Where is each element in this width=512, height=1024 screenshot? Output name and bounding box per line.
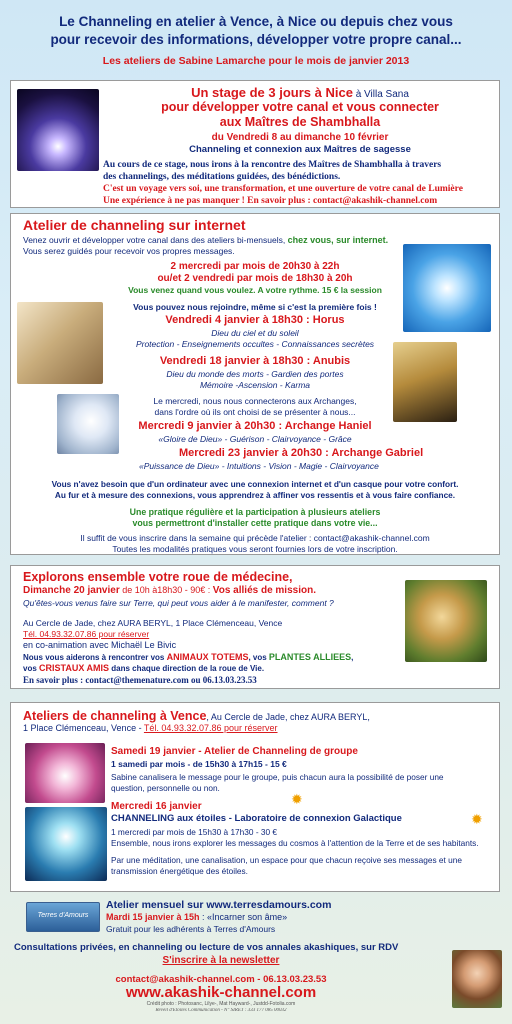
star-icon: ✹ [291,791,303,807]
internet-need2: Au fur et à mesure des connexions, vous apprendrez à affiner vos ressentis et à vous faire confiance. [54,490,456,500]
internet-intro1-highlight: chez vous, sur internet. [287,235,389,245]
medecine-section [10,565,500,689]
footer-site-link[interactable]: www.akashik-channel.com [125,984,317,1001]
vence-address: 1 Place Clémenceau, Vence - [23,723,144,733]
vence-flower-image [25,743,105,803]
header-title-line2: pour recevoir des informations, développer votre propre canal... [50,32,462,47]
medecine-question: Qu'êtes-vous venus faire sur Terre, qui peut vous aider à le manifester, comment ? [23,598,334,608]
footer-consultations: Consultations privées, en channeling ou lecture de vos annales akashiques, sur RDV [14,942,399,953]
medecine-totems-sep: , vos [248,653,269,662]
medecine-totems-intro: Nous vous aiderons à rencontrer vos [23,653,167,662]
internet-intro1: Venez ouvrir et développer votre canal dans des ateliers bi-mensuels, [23,235,288,245]
footer-credits: Crédit photo : Photosanc, Lilye-, Mat Hayward-, Justdd-Fotolia.com [146,1001,296,1007]
stage-sub: Channeling et connexion aux Maîtres de sagesse [189,144,411,155]
internet-register-line[interactable]: Il suffit de vous inscrire dans la semaine qui précède l'atelier : contact@akashik-channel.com [80,533,430,543]
vence-heading: Ateliers de channeling à Vence [23,709,207,723]
internet-sched3: Vous venez quand vous voulez. A votre rythme. 15 € la session [128,285,382,295]
medecine-topic: Vos alliés de mission. [212,585,316,596]
event-anubis-line1: Dieu du monde des morts - Gardien des portes [166,369,344,379]
footer-legal: Reveil d'Etoiles Communication - N° SIRET : 333 177 085 00032 [155,1008,287,1013]
internet-sched1: 2 mercredi par mois de 20h30 à 22h [170,261,340,272]
vence-galactic-image [25,807,107,881]
stage-para1: Au cours de ce stage, nous irons à la rencontre des Maîtres de Shambhalla à travers [103,160,442,170]
medecine-more-info[interactable]: En savoir plus : contact@themenature.com ou 06.13.03.23.53 [23,675,257,685]
medecine-tel-link[interactable]: Tél. 04.93.32.07.86 pour réserver [23,629,150,639]
vence-s2-desc1: Ensemble, nous irons explorer les messages du cosmos à l'attention de la Terre et de ses habitants. [111,838,479,848]
header-subtitle: Les ateliers de Sabine Lamarche pour le mois de janvier 2013 [102,55,410,67]
vence-s2-desc2: Par une méditation, une canalisation, un espace pour que chacun reçoive ses messages et une [111,855,462,865]
internet-arch1: Le mercredi, nous nous connecterons aux Archanges, [153,396,357,406]
terres-logo[interactable] [26,902,100,932]
vence-s2-title: Mercredi 16 janvier [111,801,202,812]
event-anubis-line2: Mémoire -Ascension - Karma [199,380,311,390]
vence-s2-desc3: transmission énergétique des étoiles. [111,866,248,876]
vence-tel-link[interactable]: Tél. 04.93.32.07.86 pour réserver [143,723,278,733]
stage-heading: Un stage de 3 jours à Nice [191,85,353,100]
event-horus-title: Vendredi 4 janvier à 18h30 : Horus [165,314,345,326]
event-haniel-line1: «Gloire de Dieu» - Guérison - Clairvoyance - Grâce [158,434,352,444]
medecine-heading: Explorons ensemble votre roue de médecine, [23,570,293,584]
vence-s1-desc2: question, personnelle ou non. [111,783,220,793]
medecine-crystals-intro: vos [23,664,40,673]
internet-prac2: vous permettront d'installer cette pratique dans votre vie... [132,518,378,528]
medecine-plants-sep: , [351,653,354,662]
medecine-date: Dimanche 20 janvier [23,585,120,596]
medecine-time-price: de 10h à18h30 - 90€ : [119,585,213,595]
internet-join: Vous pouvez nous rejoindre, même si c'est la première fois ! [133,302,377,312]
vence-heading-place: , Au Cercle de Jade, chez AURA BERYL, [206,712,370,722]
event-anubis-title: Vendredi 18 janvier à 18h30 : Anubis [159,355,351,367]
internet-need1: Vous n'avez besoin que d'un ordinateur avec une connexion internet et d'un casque pour votre confort. [51,479,459,489]
terres-heading[interactable]: Atelier mensuel sur www.terresdamours.com [106,899,332,911]
event-gabriel-title: Mercredi 23 janvier à 20h30 : Archange Gabriel [179,447,424,459]
vence-s1-title: Samedi 19 janvier - Atelier de Channeling de groupe [111,746,358,757]
stage-para2: des channelings, des méditations guidées, des bénédictions. [103,172,341,182]
vence-s1-desc1: Sabine canalisera le message pour le groupe, puis chacun aura la possibilité de poser une [111,772,444,782]
terres-date: Mardi 15 janvier à 15h [106,912,200,922]
event-gabriel-line1: «Puissance de Dieu» - Intuitions - Vision - Magie - Clairvoyance [139,461,379,471]
medecine-plants: PLANTES ALLIEES [268,652,352,662]
medecine-crystals: CRISTAUX AMIS [39,663,110,673]
internet-prac1: Une pratique régulière et la participation à plusieurs ateliers [129,507,381,517]
medecine-totems: ANIMAUX TOTEMS [166,652,249,662]
internet-sched2: ou/et 2 vendredi par mois de 18h30 à 20h [157,273,353,284]
vence-s1-schedule: 1 samedi par mois - de 15h30 à 17h15 - 15 € [111,759,287,769]
internet-heading: Atelier de channeling sur internet [23,217,246,233]
footer-contact[interactable]: contact@akashik-channel.com - 06.13.03.23.53 [115,974,327,985]
internet-intro2: Vous serez guidés pour recevoir vos propres messages. [23,246,235,256]
stage-para4: Une expérience à ne pas manquer ! En savoir plus : contact@akashik-channel.com [103,196,438,206]
terres-logo-text: Terres d'Amours [37,912,89,919]
stage-para3: C'est un voyage vers soi, une transformation, et une ouverture de votre canal de Lumière [103,184,463,194]
vence-section [10,702,500,892]
event-haniel-title: Mercredi 9 janvier à 20h30 : Archange Haniel [138,420,372,432]
event-horus-line2: Protection - Enseignements occultes - Connaissances secrètes [135,339,375,349]
vence-s2-schedule: 1 mercredi par mois de 15h30 à 17h30 - 30 € [111,827,278,837]
event-horus-line1: Dieu du ciel et du soleil [211,328,299,338]
footer-portrait-image [452,950,502,1008]
terres-free: Gratuit pour les adhérents à Terres d'Amours [106,924,276,934]
vence-s2-title2: CHANNELING aux étoiles - Laboratoire de connexion Galactique [111,813,402,824]
footer-newsletter-link[interactable]: S'inscrire à la newsletter [162,955,280,966]
stage-line2: pour développer votre canal et vous connecter [161,100,439,114]
terres-topic: : «Incarner son âme» [199,912,288,922]
internet-section [10,213,500,555]
stage-section [10,80,500,208]
medecine-coanimation: en co-animation avec Michaël Le Bivic [23,640,177,650]
stage-line3: aux Maîtres de Shambhalla [219,115,381,129]
internet-arch2: dans l'ordre où ils ont choisi de se présenter à nous... [154,407,356,417]
medecine-crystals-rest: dans chaque direction de la roue de Vie. [109,664,265,673]
header-title-line1: Le Channeling en atelier à Vence, à Nice ou depuis chez vous [59,14,453,29]
stage-place: à Villa Sana [352,89,409,100]
internet-register-details: Toutes les modalités pratiques vous seront fournies lors de votre inscription. [112,544,398,554]
stage-dates: du Vendredi 8 au dimanche 10 février [211,132,389,143]
stage-spiral-image [17,89,99,171]
medecine-address: Au Cercle de Jade, chez AURA BERYL, 1 Place Clémenceau, Vence [23,618,283,628]
star-icon: ✹ [471,811,483,827]
